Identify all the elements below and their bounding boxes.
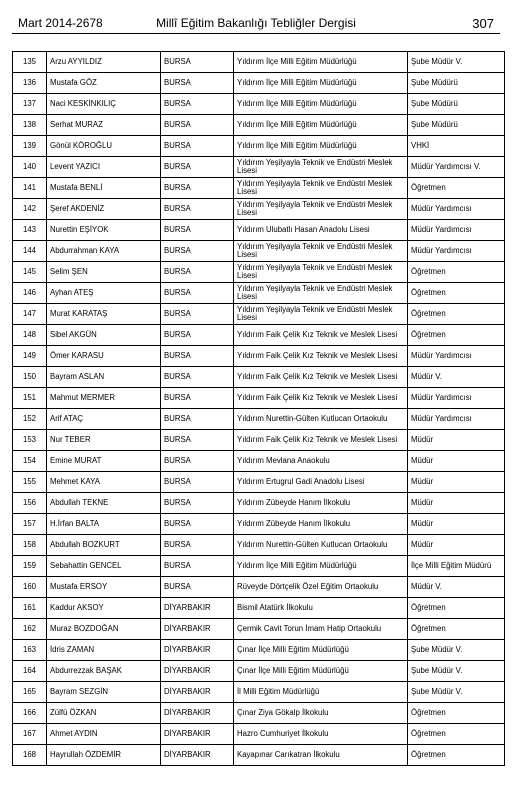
city-cell: DİYARBAKIR	[161, 661, 234, 682]
name-cell: İdris ZAMAN	[47, 640, 161, 661]
row-number-cell: 165	[13, 682, 47, 703]
row-number-cell: 153	[13, 430, 47, 451]
institution-cell: Yıldırım Zübeyde Hanım İlkokulu	[234, 493, 408, 514]
row-number-cell: 137	[13, 94, 47, 115]
title-cell: Şube Müdür V.	[408, 661, 505, 682]
city-cell: BURSA	[161, 346, 234, 367]
page-header	[12, 13, 500, 34]
row-number-cell: 140	[13, 157, 47, 178]
table-row	[13, 367, 505, 388]
table-row	[13, 346, 505, 367]
personnel-table-body	[13, 52, 505, 766]
name-cell: Abdurrahman KAYA	[47, 241, 161, 262]
table-row	[13, 157, 505, 178]
city-cell: BURSA	[161, 157, 234, 178]
name-cell: Levent YAZICI	[47, 157, 161, 178]
title-cell: Müdür Yardımcısı	[408, 409, 505, 430]
title-cell: Müdür	[408, 430, 505, 451]
title-cell: Müdür Yardımcısı	[408, 241, 505, 262]
title-cell: Şube Müdürü	[408, 94, 505, 115]
city-cell: BURSA	[161, 52, 234, 73]
title-cell: Şube Müdür V.	[408, 640, 505, 661]
name-cell: Mehmet KAYA	[47, 472, 161, 493]
name-cell: Ömer KARASU	[47, 346, 161, 367]
name-cell: H.İrfan BALTA	[47, 514, 161, 535]
title-cell: Müdür Yardımcısı	[408, 199, 505, 220]
city-cell: BURSA	[161, 535, 234, 556]
table-row	[13, 52, 505, 73]
institution-cell: Yıldırım Nurettin-Gülten Kutlucan Ortaokulu	[234, 409, 408, 430]
city-cell: DİYARBAKIR	[161, 724, 234, 745]
city-cell: BURSA	[161, 178, 234, 199]
table-row	[13, 451, 505, 472]
title-cell: Şube Müdür V.	[408, 682, 505, 703]
row-number-cell: 161	[13, 598, 47, 619]
row-number-cell: 167	[13, 724, 47, 745]
title-cell: Müdür	[408, 493, 505, 514]
table-row	[13, 556, 505, 577]
institution-cell: Çermik Cavit Torun İmam Hatip Ortaokulu	[234, 619, 408, 640]
table-row	[13, 745, 505, 766]
table-row	[13, 388, 505, 409]
city-cell: BURSA	[161, 388, 234, 409]
name-cell: Bayram SEZGİN	[47, 682, 161, 703]
row-number-cell: 135	[13, 52, 47, 73]
city-cell: BURSA	[161, 241, 234, 262]
row-number-cell: 144	[13, 241, 47, 262]
name-cell: Hayrullah ÖZDEMİR	[47, 745, 161, 766]
row-number-cell: 168	[13, 745, 47, 766]
table-row	[13, 409, 505, 430]
city-cell: BURSA	[161, 304, 234, 325]
institution-cell: Yıldırım Yeşilyayla Teknik ve Endüstri Meslek Lisesi	[234, 199, 408, 220]
institution-cell: Yıldırım Faik Çelik Kız Teknik ve Meslek Lisesi	[234, 430, 408, 451]
institution-cell: Yıldırım İlçe Milli Eğitim Müdürlüğü	[234, 136, 408, 157]
city-cell: BURSA	[161, 73, 234, 94]
name-cell: Sibel AKGÜN	[47, 325, 161, 346]
table-row	[13, 493, 505, 514]
title-cell: Müdür	[408, 472, 505, 493]
journal-title: Millî Eğitim Bakanlığı Tebliğler Dergisi	[156, 16, 356, 30]
institution-cell: Yıldırım İlçe Milli Eğitim Müdürlüğü	[234, 94, 408, 115]
city-cell: BURSA	[161, 493, 234, 514]
row-number-cell: 139	[13, 136, 47, 157]
row-number-cell: 147	[13, 304, 47, 325]
institution-cell: Çınar Ziya Gökalp İlkokulu	[234, 703, 408, 724]
row-number-cell: 152	[13, 409, 47, 430]
table-row	[13, 220, 505, 241]
table-row	[13, 619, 505, 640]
table-row	[13, 241, 505, 262]
city-cell: BURSA	[161, 367, 234, 388]
table-row	[13, 304, 505, 325]
institution-cell: Yıldırım İlçe Milli Eğitim Müdürlüğü	[234, 115, 408, 136]
table-row	[13, 682, 505, 703]
name-cell: Mustafa ERSOY	[47, 577, 161, 598]
row-number-cell: 166	[13, 703, 47, 724]
name-cell: Selim ŞEN	[47, 262, 161, 283]
name-cell: Mahmut MERMER	[47, 388, 161, 409]
name-cell: Ayhan ATEŞ	[47, 283, 161, 304]
row-number-cell: 160	[13, 577, 47, 598]
page-number: 307	[472, 16, 494, 31]
institution-cell: Yıldırım İlçe Milli Eğitim Müdürlüğü	[234, 556, 408, 577]
institution-cell: Yıldırım Yeşilyayla Teknik ve Endüstri Meslek Lisesi	[234, 157, 408, 178]
city-cell: BURSA	[161, 220, 234, 241]
institution-cell: Yıldırım Yeşilyayla Teknik ve Endüstri Meslek Lisesi	[234, 262, 408, 283]
city-cell: BURSA	[161, 325, 234, 346]
title-cell: Öğretmen	[408, 325, 505, 346]
city-cell: DİYARBAKIR	[161, 598, 234, 619]
name-cell: Serhat MURAZ	[47, 115, 161, 136]
city-cell: BURSA	[161, 262, 234, 283]
name-cell: Abdullah TEKNE	[47, 493, 161, 514]
institution-cell: Yıldırım Ertugrul Gadi Anadolu Lisesi	[234, 472, 408, 493]
title-cell: Müdür	[408, 535, 505, 556]
institution-cell: Yıldırım Ulubatlı Hasan Anadolu Lisesi	[234, 220, 408, 241]
title-cell: Müdür V.	[408, 577, 505, 598]
row-number-cell: 164	[13, 661, 47, 682]
city-cell: DİYARBAKIR	[161, 703, 234, 724]
name-cell: Kaddur AKSOY	[47, 598, 161, 619]
city-cell: DİYARBAKIR	[161, 682, 234, 703]
table-row	[13, 115, 505, 136]
row-number-cell: 143	[13, 220, 47, 241]
table-row	[13, 724, 505, 745]
title-cell: Müdür	[408, 451, 505, 472]
institution-cell: Yıldırım İlçe Milli Eğitim Müdürlüğü	[234, 52, 408, 73]
name-cell: Mustafa GÖZ	[47, 73, 161, 94]
row-number-cell: 154	[13, 451, 47, 472]
title-cell: Şube Müdürü	[408, 73, 505, 94]
name-cell: Arif ATAÇ	[47, 409, 161, 430]
row-number-cell: 148	[13, 325, 47, 346]
table-row	[13, 73, 505, 94]
row-number-cell: 141	[13, 178, 47, 199]
city-cell: BURSA	[161, 409, 234, 430]
row-number-cell: 138	[13, 115, 47, 136]
name-cell: Naci KESKİNKILIÇ	[47, 94, 161, 115]
institution-cell: Yıldırım Mevlana Anaokulu	[234, 451, 408, 472]
name-cell: Sebahattin GENCEL	[47, 556, 161, 577]
title-cell: Müdür Yardımcısı	[408, 346, 505, 367]
institution-cell: Yıldırım Faik Çelik Kız Teknik ve Meslek Lisesi	[234, 325, 408, 346]
table-row	[13, 199, 505, 220]
name-cell: Nur TEBER	[47, 430, 161, 451]
city-cell: DİYARBAKIR	[161, 619, 234, 640]
title-cell: İlçe Milli Eğitim Müdürü	[408, 556, 505, 577]
table-row	[13, 577, 505, 598]
title-cell: Müdür V.	[408, 367, 505, 388]
table-row	[13, 514, 505, 535]
row-number-cell: 145	[13, 262, 47, 283]
row-number-cell: 157	[13, 514, 47, 535]
name-cell: Ahmet AYDIN	[47, 724, 161, 745]
institution-cell: Hazro Cumhuriyet İlkokulu	[234, 724, 408, 745]
row-number-cell: 149	[13, 346, 47, 367]
title-cell: Öğretmen	[408, 619, 505, 640]
name-cell: Gönül KÖROĞLU	[47, 136, 161, 157]
table-row	[13, 94, 505, 115]
row-number-cell: 146	[13, 283, 47, 304]
title-cell: Müdür Yardımcısı	[408, 388, 505, 409]
city-cell: BURSA	[161, 94, 234, 115]
city-cell: DİYARBAKIR	[161, 745, 234, 766]
name-cell: Şeref AKDENİZ	[47, 199, 161, 220]
row-number-cell: 162	[13, 619, 47, 640]
row-number-cell: 155	[13, 472, 47, 493]
table-row	[13, 283, 505, 304]
title-cell: Öğretmen	[408, 304, 505, 325]
institution-cell: Yıldırım İlçe Milli Eğitim Müdürlüğü	[234, 73, 408, 94]
row-number-cell: 150	[13, 367, 47, 388]
city-cell: DİYARBAKIR	[161, 640, 234, 661]
institution-cell: Yıldırım Faik Çelik Kız Teknik ve Meslek Lisesi	[234, 388, 408, 409]
table-row	[13, 472, 505, 493]
personnel-table	[12, 51, 505, 766]
title-cell: Öğretmen	[408, 283, 505, 304]
name-cell: Nurettin EŞİYOK	[47, 220, 161, 241]
row-number-cell: 158	[13, 535, 47, 556]
institution-cell: Yıldırım Yeşilyayla Teknik ve Endüstri Meslek Lisesi	[234, 304, 408, 325]
name-cell: Emine MURAT	[47, 451, 161, 472]
institution-cell: Yıldırım Zübeyde Hanım İlkokulu	[234, 514, 408, 535]
institution-cell: Kayapınar Carıkatran İlkokulu	[234, 745, 408, 766]
institution-cell: Yıldırım Faik Çelik Kız Teknik ve Meslek Lisesi	[234, 367, 408, 388]
name-cell: Abdullah BOZKURT	[47, 535, 161, 556]
row-number-cell: 142	[13, 199, 47, 220]
institution-cell: Yıldırım Yeşilyayla Teknik ve Endüstri Meslek Lisesi	[234, 241, 408, 262]
title-cell: Müdür	[408, 514, 505, 535]
table-row	[13, 325, 505, 346]
table-row	[13, 178, 505, 199]
name-cell: Zülfü ÖZKAN	[47, 703, 161, 724]
row-number-cell: 159	[13, 556, 47, 577]
institution-cell: Bismil Atatürk İlkokulu	[234, 598, 408, 619]
institution-cell: Rüveyde Dörtçelik Özel Eğitim Ortaokulu	[234, 577, 408, 598]
institution-cell: Çınar İlçe Milli Eğitim Müdürlüğü	[234, 661, 408, 682]
name-cell: Abdurrezzak BAŞAK	[47, 661, 161, 682]
city-cell: BURSA	[161, 430, 234, 451]
title-cell: Müdür Yardımcısı	[408, 220, 505, 241]
name-cell: Muraz BOZDOĞAN	[47, 619, 161, 640]
title-cell: Öğretmen	[408, 178, 505, 199]
institution-cell: Yıldırım Yeşilyayla Teknik ve Endüstri Meslek Lisesi	[234, 178, 408, 199]
table-row	[13, 598, 505, 619]
title-cell: VHKİ	[408, 136, 505, 157]
table-row	[13, 535, 505, 556]
row-number-cell: 163	[13, 640, 47, 661]
title-cell: Öğretmen	[408, 703, 505, 724]
city-cell: BURSA	[161, 472, 234, 493]
city-cell: BURSA	[161, 556, 234, 577]
row-number-cell: 156	[13, 493, 47, 514]
institution-cell: Yıldırım Faik Çelik Kız Teknik ve Meslek Lisesi	[234, 346, 408, 367]
name-cell: Arzu AYYILDIZ	[47, 52, 161, 73]
table-row	[13, 136, 505, 157]
institution-cell: Çınar İlçe Milli Eğitim Müdürlüğü	[234, 640, 408, 661]
issue-label: Mart 2014-2678	[18, 16, 103, 30]
city-cell: BURSA	[161, 199, 234, 220]
table-row	[13, 661, 505, 682]
name-cell: Murat KARATAŞ	[47, 304, 161, 325]
institution-cell: Yıldırım Nurettin-Gülten Kutlucan Ortaokulu	[234, 535, 408, 556]
city-cell: BURSA	[161, 451, 234, 472]
title-cell: Öğretmen	[408, 724, 505, 745]
title-cell: Öğretmen	[408, 745, 505, 766]
row-number-cell: 136	[13, 73, 47, 94]
table-row	[13, 430, 505, 451]
institution-cell: İl Milli Eğitim Müdürlüğü	[234, 682, 408, 703]
table-row	[13, 703, 505, 724]
name-cell: Mustafa BENLİ	[47, 178, 161, 199]
institution-cell: Yıldırım Yeşilyayla Teknik ve Endüstri Meslek Lisesi	[234, 283, 408, 304]
name-cell: Bayram ASLAN	[47, 367, 161, 388]
title-cell: Öğretmen	[408, 262, 505, 283]
table-row	[13, 640, 505, 661]
title-cell: Öğretmen	[408, 598, 505, 619]
row-number-cell: 151	[13, 388, 47, 409]
city-cell: BURSA	[161, 514, 234, 535]
table-row	[13, 262, 505, 283]
title-cell: Şube Müdür V.	[408, 52, 505, 73]
city-cell: BURSA	[161, 283, 234, 304]
title-cell: Müdür Yardımcısı V.	[408, 157, 505, 178]
city-cell: BURSA	[161, 136, 234, 157]
title-cell: Şube Müdürü	[408, 115, 505, 136]
city-cell: BURSA	[161, 115, 234, 136]
city-cell: BURSA	[161, 577, 234, 598]
